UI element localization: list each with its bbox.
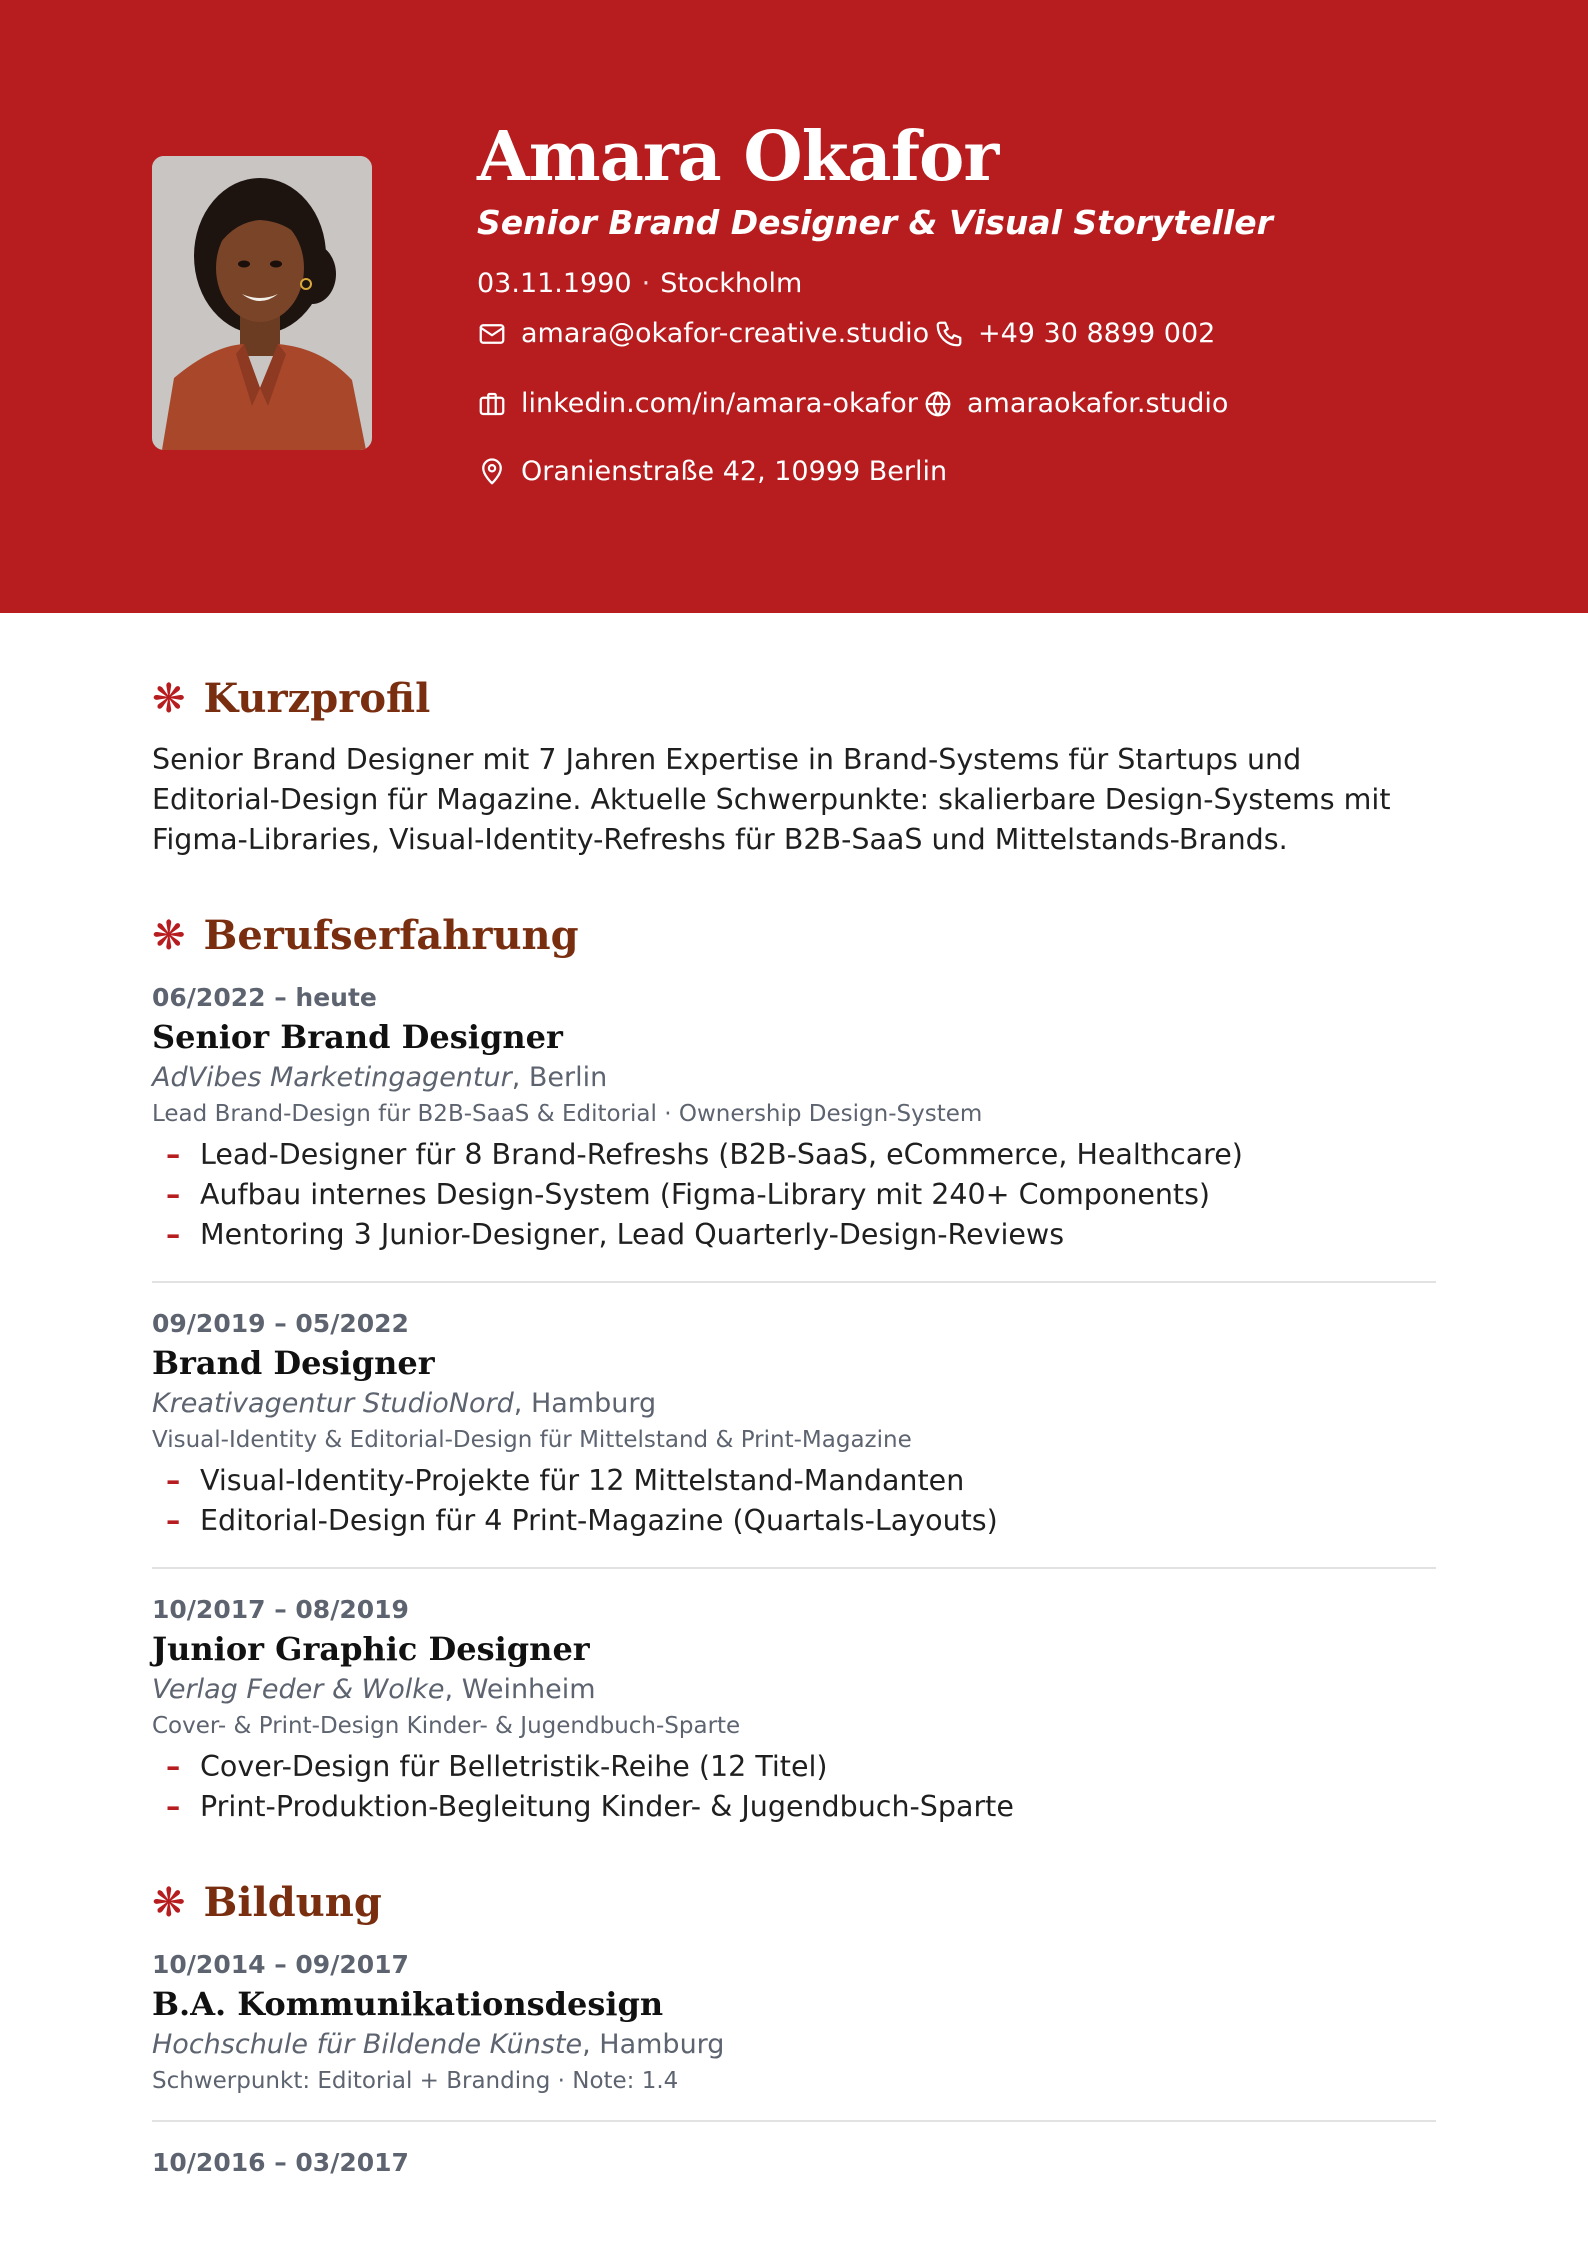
entry-company: AdVibes Marketingagentur xyxy=(152,1062,512,1093)
entry-bullets xyxy=(152,1135,1436,1255)
phone-contact[interactable] xyxy=(934,318,1215,349)
bullet-dash-icon: – xyxy=(166,1790,181,1823)
experience-entry xyxy=(152,1595,1436,1827)
bullet-item xyxy=(152,1215,1436,1255)
profile-summary: Senior Brand Designer mit 7 Jahren Expertise in Brand-Systems für Startups und Editorial-Design für Magazine. Aktuelle Schwerpunkte: skalierbare Design-Systems mit Figma-Libraries, Visual-Identity-Refreshs für B2B-SaaS und Mittelstands-Brands. xyxy=(152,743,1391,856)
bullet-item xyxy=(152,1501,1436,1541)
section-title-text: Berufserfahrung xyxy=(203,912,579,959)
phone-text[interactable]: +49 30 8899 002 xyxy=(978,318,1216,349)
section-education xyxy=(152,1879,1436,2177)
entry-organization xyxy=(152,1388,1436,1419)
entry-school: Hochschule für Bildende Künste xyxy=(152,2029,583,2060)
section-title-education xyxy=(152,1879,1436,1926)
section-profile xyxy=(152,675,1436,860)
education-entry xyxy=(152,2148,1436,2177)
entry-summary: Lead Brand-Design für B2B-SaaS & Editorial · Ownership Design-System xyxy=(152,1101,983,1127)
entry-institution xyxy=(152,2029,1436,2060)
entry-date: 09/2019 – 05/2022 xyxy=(152,1309,409,1338)
section-experience xyxy=(152,912,1436,1827)
birth-date: 03.11.1990 xyxy=(477,268,632,299)
linkedin-text[interactable]: linkedin.com/in/amara-okafor xyxy=(521,388,918,419)
section-title-experience xyxy=(152,912,1436,959)
bullet-dash-icon: – xyxy=(166,1464,181,1497)
candidate-name: Amara Okafor xyxy=(477,117,999,197)
bullet-dash-icon: – xyxy=(166,1504,181,1537)
bullet-item xyxy=(152,1747,1436,1787)
entry-date: 10/2017 – 08/2019 xyxy=(152,1595,409,1624)
website-text[interactable]: amaraokafor.studio xyxy=(967,388,1229,419)
entry-company: Verlag Feder & Wolke xyxy=(152,1674,445,1705)
entry-location: , Hamburg xyxy=(582,2029,725,2060)
entry-organization xyxy=(152,1062,1436,1093)
bullet-item xyxy=(152,1175,1436,1215)
section-title-text: Bildung xyxy=(203,1879,382,1926)
globe-icon xyxy=(923,389,953,419)
entry-location: , Weinheim xyxy=(444,1674,596,1705)
experience-entry xyxy=(152,983,1436,1283)
entry-company: Kreativagentur StudioNord xyxy=(152,1388,514,1419)
section-title-profile xyxy=(152,675,1436,722)
entry-date: 06/2022 – heute xyxy=(152,983,377,1012)
birth-and-location xyxy=(477,268,802,299)
bullet-text: Aufbau internes Design-System (Figma-Library mit 240+ Components) xyxy=(200,1178,1211,1211)
entry-degree: B.A. Kommunikationsdesign xyxy=(152,1985,664,2023)
bullet-dash-icon: – xyxy=(166,1750,181,1783)
website-contact[interactable] xyxy=(923,388,1228,419)
bullet-item xyxy=(152,1787,1436,1827)
bullet-text: Editorial-Design für 4 Print-Magazine (Quartals-Layouts) xyxy=(200,1504,998,1537)
entry-summary: Schwerpunkt: Editorial + Branding · Note: 1.4 xyxy=(152,2068,679,2094)
header-banner xyxy=(0,0,1588,613)
map-pin-icon xyxy=(477,457,507,487)
email-text[interactable]: amara@okafor-creative.studio xyxy=(521,318,930,349)
phone-icon xyxy=(934,319,964,349)
section-star-icon: ❋ xyxy=(152,1879,186,1926)
entry-bullets xyxy=(152,1747,1436,1827)
address-text: Oranienstraße 42, 10999 Berlin xyxy=(521,456,948,487)
separator-dot: · xyxy=(641,268,651,299)
bullet-text: Print-Produktion-Begleitung Kinder- & Jugendbuch-Sparte xyxy=(200,1790,1014,1823)
birth-city: Stockholm xyxy=(660,268,803,299)
profile-photo xyxy=(152,156,372,450)
bullet-dash-icon: – xyxy=(166,1138,181,1171)
entry-location: , Hamburg xyxy=(513,1388,657,1419)
bullet-text: Cover-Design für Belletristik-Reihe (12 Titel) xyxy=(200,1750,828,1783)
address-contact xyxy=(477,456,947,487)
entry-bullets xyxy=(152,1461,1436,1541)
resume-body xyxy=(152,613,1436,2177)
section-star-icon: ❋ xyxy=(152,675,186,722)
section-star-icon: ❋ xyxy=(152,912,186,959)
bullet-dash-icon: – xyxy=(166,1178,181,1211)
bullet-item xyxy=(152,1461,1436,1501)
entry-organization xyxy=(152,1674,1436,1705)
bullet-text: Lead-Designer für 8 Brand-Refreshs (B2B-SaaS, eCommerce, Healthcare) xyxy=(200,1138,1243,1171)
bullet-text: Mentoring 3 Junior-Designer, Lead Quarterly-Design-Reviews xyxy=(200,1218,1065,1251)
bullet-text: Visual-Identity-Projekte für 12 Mittelstand-Mandanten xyxy=(200,1464,965,1497)
entry-summary: Visual-Identity & Editorial-Design für Mittelstand & Print-Magazine xyxy=(152,1427,912,1453)
section-title-text: Kurzprofil xyxy=(203,675,431,722)
experience-entry xyxy=(152,1309,1436,1569)
entry-role: Brand Designer xyxy=(152,1344,435,1382)
email-contact[interactable] xyxy=(477,318,929,349)
candidate-tagline: Senior Brand Designer & Visual Storyteller xyxy=(477,203,1273,242)
entry-summary: Cover- & Print-Design Kinder- & Jugendbuch-Sparte xyxy=(152,1713,741,1739)
entry-location: , Berlin xyxy=(511,1062,608,1093)
entry-role: Senior Brand Designer xyxy=(152,1018,563,1056)
bullet-dash-icon: – xyxy=(166,1218,181,1251)
entry-date: 10/2014 – 09/2017 xyxy=(152,1950,409,1979)
linkedin-contact[interactable] xyxy=(477,388,918,419)
briefcase-icon xyxy=(477,389,507,419)
bullet-item xyxy=(152,1135,1436,1175)
entry-date: 10/2016 – 03/2017 xyxy=(152,2148,409,2177)
education-entry xyxy=(152,1950,1436,2122)
mail-icon xyxy=(477,319,507,349)
entry-role: Junior Graphic Designer xyxy=(152,1630,590,1668)
